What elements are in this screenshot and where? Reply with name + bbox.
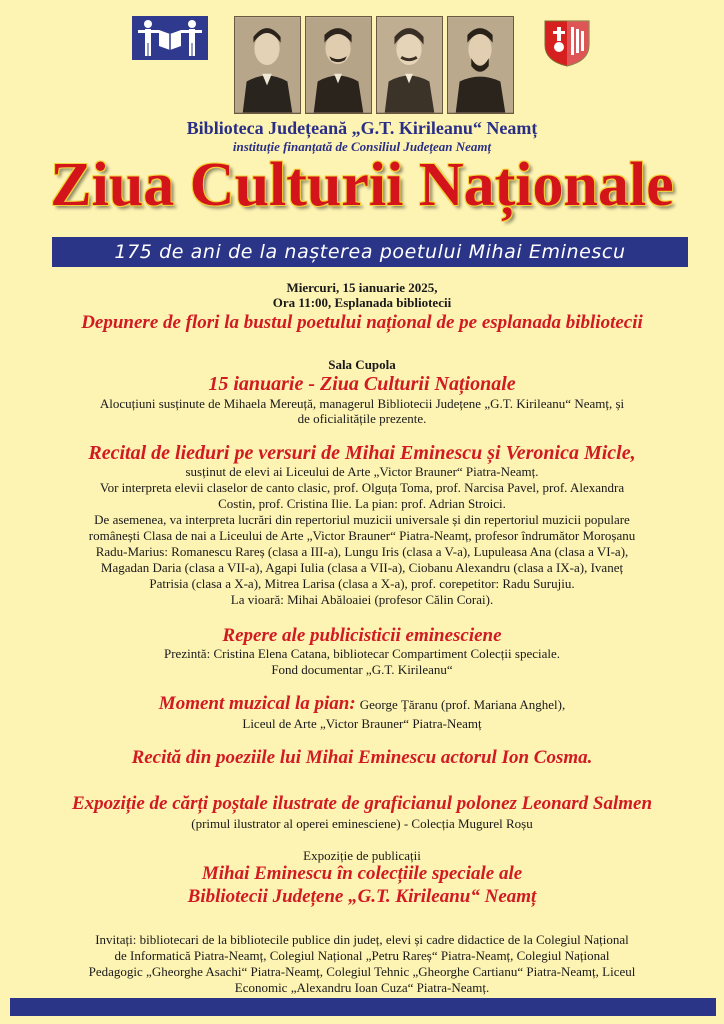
piano-performer: George Țăranu (prof. Mariana Anghel), xyxy=(359,697,566,712)
portrait-icon xyxy=(447,16,514,114)
recital-line: susținut de elevi ai Liceului de Arte „Victor Brauner“ Piatra-Neamț. xyxy=(185,464,539,479)
recital-line: Patrisia (clasa a X-a), Mitrea Larisa (clasa a X-a), prof. corepetitor: Radu Surujiu. xyxy=(149,576,575,591)
anniversary-banner: 175 de ani de la nașterea poetului Mihai Eminescu xyxy=(52,237,688,267)
library-name: Biblioteca Județeană „G.T. Kirileanu“ Neamț xyxy=(186,118,538,138)
recital-line: Vor interpreta elevii claselor de canto clasic, prof. Olguța Toma, prof. Narcisa Pavel, prof. Alexandra xyxy=(99,480,625,495)
culture-day-heading: 15 ianuarie - Ziua Culturii Naționale xyxy=(208,373,516,395)
invitees-line: Pedagogic „Gheorghe Asachi“ Piatra-Neamț, Colegiul Tehnic „Gheorghe Cartianu“ Piatra-Neamț, Liceul xyxy=(88,964,636,979)
publications-heading: Mihai Eminescu în colecțiile speciale ale xyxy=(201,863,523,884)
library-logo-icon xyxy=(132,16,208,60)
flowers-heading: Depunere de flori la bustul poetului național de pe esplanada bibliotecii xyxy=(81,312,643,333)
speeches-line: de oficialitățile prezente. xyxy=(297,411,427,426)
recital-line: Radu-Marius: Romanescu Rareș (clasa a III-a), Lungu Iris (clasa a V-a), Lupuleasa Ana (clasa a VI-a), xyxy=(95,544,629,559)
header xyxy=(0,0,724,120)
recital-line: Magadan Daria (clasa a VII-a), Agapi Iulia (clasa a VII-a), Ciobanu Alexandru (clasa a IX-a), Ivaneț xyxy=(100,560,624,575)
coat-of-arms-icon xyxy=(543,17,591,67)
publicistics-heading: Repere ale publicisticii eminesciene xyxy=(222,625,502,646)
recitation-heading: Recită din poeziile lui Mihai Eminescu actorul Ion Cosma. xyxy=(131,747,593,768)
recital-heading: Recital de lieduri pe versuri de Mihai Eminescu și Veronica Micle, xyxy=(88,442,636,464)
publicistics-line: Fond documentar „G.T. Kirileanu“ xyxy=(271,662,453,677)
page-title: Ziua Culturii Naționale xyxy=(50,151,674,219)
publicistics-line: Prezintă: Cristina Elena Catana, bibliotecar Compartiment Colecții speciale. xyxy=(163,646,560,661)
event-time-place: Ora 11:00, Esplanada bibliotecii xyxy=(272,295,452,310)
speeches-line: Alocuțiuni susținute de Mihaela Mereuță, managerul Bibliotecii Județene „G.T. Kirileanu“ Neamț, și xyxy=(99,396,625,411)
invitees-line: de Informatică Piatra-Neamț, Colegiul Național „Petru Rareș“ Piatra-Neamț, Colegiul Național xyxy=(114,948,610,963)
funding-note: instituție finanțată de Consiliul Județean Neamț xyxy=(232,139,492,154)
publications-heading: Bibliotecii Județene „G.T. Kirileanu“ Neamț xyxy=(187,886,537,907)
event-date: Miercuri, 15 ianuarie 2025, xyxy=(286,280,438,295)
portrait-icon xyxy=(376,16,443,114)
invitees-line: Invitați: bibliotecari de la bibliotecile publice din județ, elevi și cadre didactice de la Colegiul Național xyxy=(95,932,629,947)
portrait-gallery xyxy=(234,16,514,116)
portrait-icon xyxy=(305,16,372,114)
postcards-note: (primul ilustrator al operei eminesciene) - Colecția Mugurel Roșu xyxy=(191,816,533,831)
piano-moment xyxy=(0,692,724,716)
recital-line: Costin, prof. Cristina Ilie. La pian: prof. Adrian Stroici. xyxy=(218,496,506,511)
hall-label: Sala Cupola xyxy=(328,357,396,372)
invitees-line: Economic „Alexandru Ioan Cuza“ Piatra-Neamț. xyxy=(234,980,490,995)
postcards-heading: Expoziție de cărți poștale ilustrate de graficianul polonez Leonard Salmen xyxy=(71,793,653,814)
recital-line: La vioară: Mihai Abăloaiei (profesor Călin Corai). xyxy=(230,592,494,607)
piano-moment-heading: Moment muzical la pian: xyxy=(158,693,356,714)
piano-school: Liceul de Arte „Victor Brauner“ Piatra-Neamț xyxy=(242,716,482,731)
recital-line: De asemenea, va interpreta lucrări din repertoriul muzicii universale și din repertoriul muzicii populare xyxy=(94,512,630,527)
recital-line: românești Clasa de nai a Liceului de Arte „Victor Brauner“ Piatra-Neamț, profesor îndrumător Moroșanu xyxy=(88,528,636,543)
footer-bar xyxy=(10,998,716,1016)
publications-label: Expoziție de publicații xyxy=(303,848,421,863)
portrait-icon xyxy=(234,16,301,114)
